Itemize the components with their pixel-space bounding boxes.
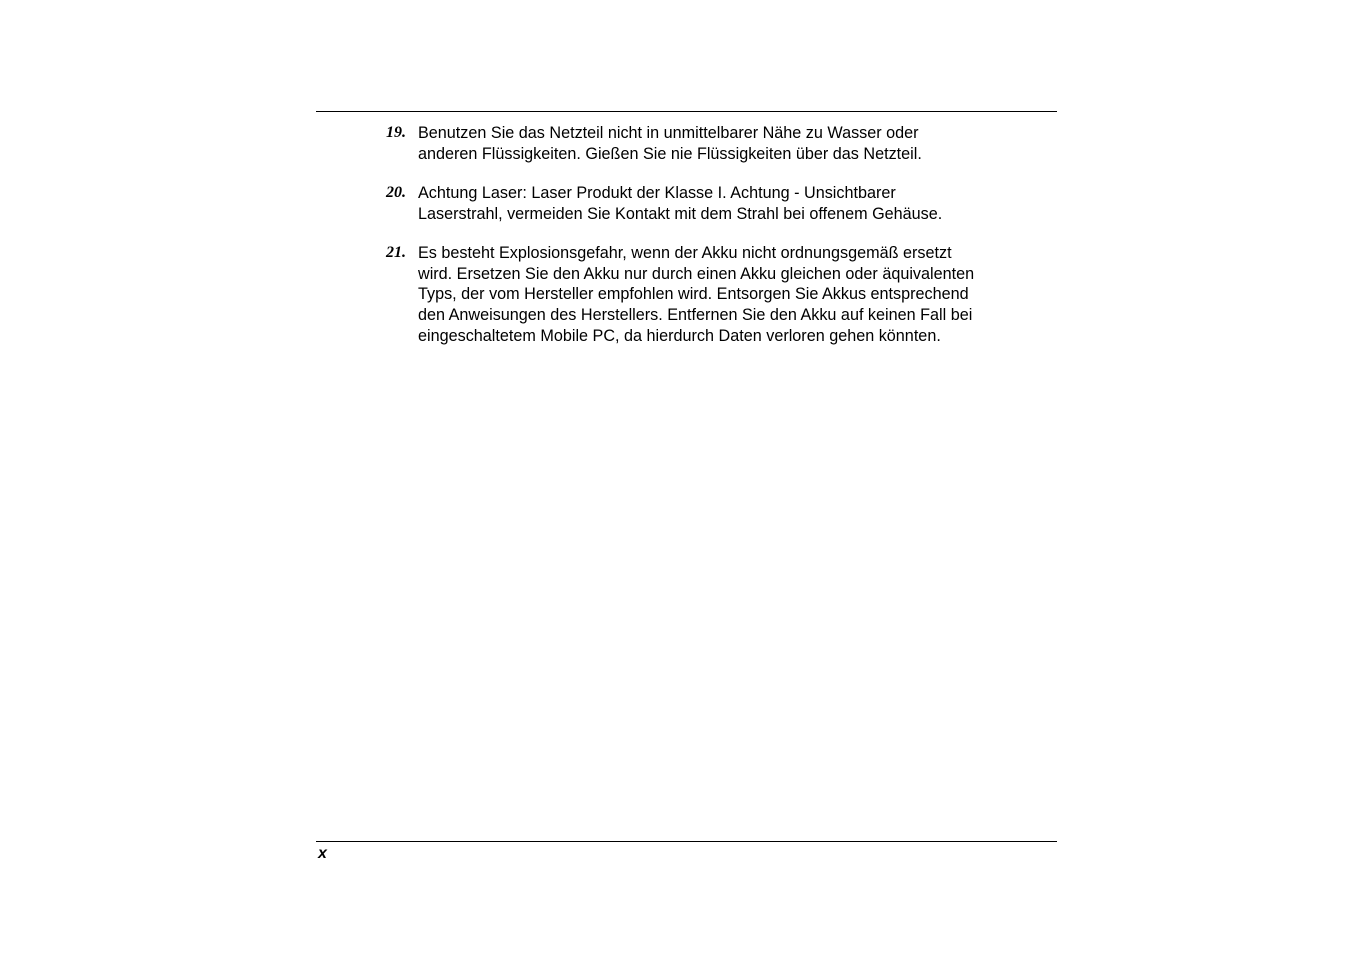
safety-instructions-list — [384, 123, 1064, 365]
item-number: 19. — [386, 124, 406, 141]
item-text: Es besteht Explosionsgefahr, wenn der Akku nicht ordnungsgemäß ersetzt wird. Ersetzen Sie den Akku nur durch einen Akku gleichen oder äquivalenten Typs, der vom Hersteller empfohlen wird. Entsorgen Sie Akkus entsprechend den Anweisungen des Herstellers. Entfernen Sie den Akku auf keinen Fall bei eingeschaltetem Mobile PC, da hierdurch Daten verloren gehen könnten. — [418, 243, 975, 345]
list-item — [384, 183, 1064, 224]
footer-rule — [316, 841, 1057, 842]
list-item — [384, 123, 1064, 164]
item-text: Achtung Laser: Laser Produkt der Klasse I. Achtung - Unsichtbarer Laserstrahl, vermeiden Sie Kontakt mit dem Strahl bei offenem Gehäuse. — [418, 183, 943, 223]
item-number: 21. — [386, 243, 406, 261]
page-number: x — [318, 845, 327, 862]
list-item — [384, 243, 1064, 347]
header-rule — [316, 111, 1057, 112]
item-text: Benutzen Sie das Netzteil nicht in unmittelbarer Nähe zu Wasser oder anderen Flüssigkeiten. Gießen Sie nie Flüssigkeiten über das Netzteil. — [418, 124, 922, 163]
item-number: 20. — [386, 183, 406, 201]
